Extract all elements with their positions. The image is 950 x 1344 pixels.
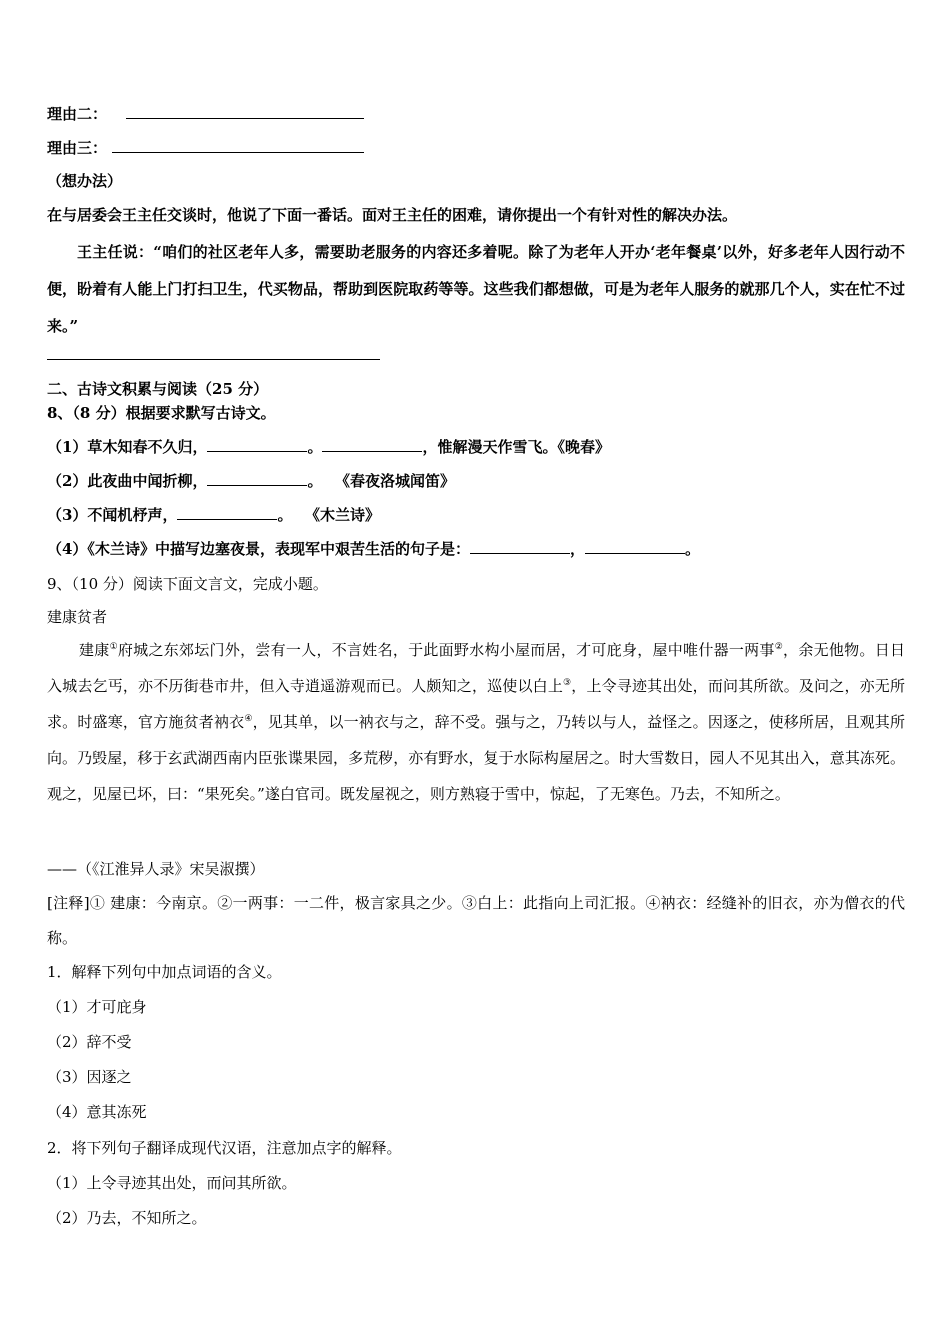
- q8-4-text-b: ，: [569, 540, 585, 558]
- section-two-heading: 二、古诗文积累与阅读（25 分）: [47, 380, 269, 398]
- reason-three-blank[interactable]: [112, 138, 364, 153]
- footnote-marker-4: ④: [244, 714, 253, 724]
- sub-question-2-item-2: （2）乃去，不知所之。: [47, 1209, 207, 1227]
- question-8-item-2: [47, 471, 455, 491]
- q8-1-text-b: 。: [307, 438, 323, 456]
- sub-question-1: 1．解释下列句中加点词语的含义。: [47, 963, 282, 981]
- footnotes: [注释]① 建康：今南京。②一两事：一二件，极言家具之少。③白上：此指向上司汇报。④衲衣：经缝补的旧衣，亦为僧衣的代称。: [47, 894, 905, 947]
- q8-2-source: 《春夜洛城闻笛》: [342, 472, 455, 490]
- passage-part-b: 府城之东郊坛门外，尝有一人，不言姓名，于此面野水构小屋而居，才可庇身，屋中唯什器一两事: [117, 641, 775, 659]
- q8-3-blank[interactable]: [177, 505, 277, 520]
- question-8-title: 8、（8 分）根据要求默写古诗文。: [47, 404, 276, 422]
- q8-4-text-c: 。: [684, 540, 700, 558]
- sub-question-2: 2．将下列句子翻译成现代汉语，注意加点字的解释。: [47, 1139, 402, 1157]
- q8-3-text-b: 。: [277, 506, 293, 524]
- reason-two-line: [47, 104, 364, 124]
- sub-question-2-item-1: （1）上令寻迹其出处，而问其所欲。: [47, 1174, 297, 1192]
- footnote-marker-1: ①: [109, 642, 118, 652]
- q8-4-blank-2[interactable]: [585, 539, 685, 554]
- reason-two-label: 理由二：: [47, 105, 108, 123]
- q8-4-blank-1[interactable]: [470, 539, 570, 554]
- reason-two-blank[interactable]: [126, 104, 364, 119]
- sub-question-1-item-3: （3）因逐之: [47, 1068, 132, 1086]
- q8-2-text-a: （2）此夜曲中闻折柳，: [47, 472, 208, 490]
- classical-passage: [47, 632, 905, 812]
- passage-source: ——（《江淮异人录》宋吴淑撰）: [47, 860, 265, 878]
- method-prompt: 在与居委会王主任交谈时，他说了下面一番话。面对王主任的困难，请你提出一个有针对性的解决办法。: [47, 206, 738, 224]
- q8-3-source: 《木兰诗》: [312, 506, 380, 524]
- director-quote: 王主任说：“咱们的社区老年人多，需要助老服务的内容还多着呢。除了为老年人开办‘老年餐桌’以外，好多老年人因行动不便，盼着有人能上门打扫卫生，代买物品，帮助到医院取药等等。这些我们都想做，可是为老年人服务的就那几个人，实在忙不过来。”: [47, 243, 905, 335]
- question-8-item-3: [47, 505, 380, 525]
- footnote-marker-2: ②: [774, 642, 784, 652]
- sub-question-1-item-1: （1）才可庇身: [47, 998, 147, 1016]
- reason-three-line: [47, 138, 364, 158]
- answer-blank[interactable]: [47, 359, 380, 360]
- passage-part-c: ，余无他物。日日入城去乞丐，亦不历街巷市井，但入寺逍遥游观而已。人颇知之，巡使以白上: [47, 641, 905, 695]
- method-title: （想办法）: [47, 172, 123, 190]
- footnote-marker-3: ③: [563, 678, 572, 688]
- q8-1-text-a: （1）草木知春不久归，: [47, 438, 208, 456]
- q8-2-blank[interactable]: [207, 471, 307, 486]
- passage-part-e: ，见其单，以一衲衣与之，辞不受。强与之，乃转以与人，益怪之。因逐之，使移所居，且观其所向。乃毁屋，移于玄武湖西南内臣张谍果园，多荒秽，亦有野水，复于水际构屋居之。时大雪数日，园人不见其出入，意其冻死。观之，见屋已坏，曰：“果死矣。”遂白官司。既发屋视之，则方熟寝于雪中，惊起，了无寒色。乃去，不知所之。: [47, 713, 905, 803]
- q8-3-text-a: （3）不闻机杼声，: [47, 506, 178, 524]
- question-9-title: 9、（10 分）阅读下面文言文，完成小题。: [47, 575, 328, 593]
- sub-question-1-item-2: （2）辞不受: [47, 1033, 132, 1051]
- passage-title: 建康贫者: [47, 608, 108, 626]
- question-8-item-4: [47, 539, 700, 559]
- q8-1-blank-2[interactable]: [322, 437, 422, 452]
- question-8-item-1: [47, 437, 610, 457]
- sub-question-1-item-4: （4）意其冻死: [47, 1103, 147, 1121]
- passage-part-d: ，上令寻迹其出处，而问其所欲。及问之，亦无所求。时盛寒，官方施贫者衲衣: [47, 677, 905, 731]
- reason-three-label: 理由三：: [47, 139, 108, 157]
- q8-1-blank-1[interactable]: [207, 437, 307, 452]
- q8-4-text-a: （4）《木兰诗》中描写边塞夜景，表现军中艰苦生活的句子是：: [47, 540, 470, 558]
- q8-2-text-b: 。: [307, 472, 323, 490]
- passage-part-a: 建康: [79, 641, 110, 659]
- q8-1-text-c: ，惟解漫天作雪飞。《晚春》: [422, 438, 610, 456]
